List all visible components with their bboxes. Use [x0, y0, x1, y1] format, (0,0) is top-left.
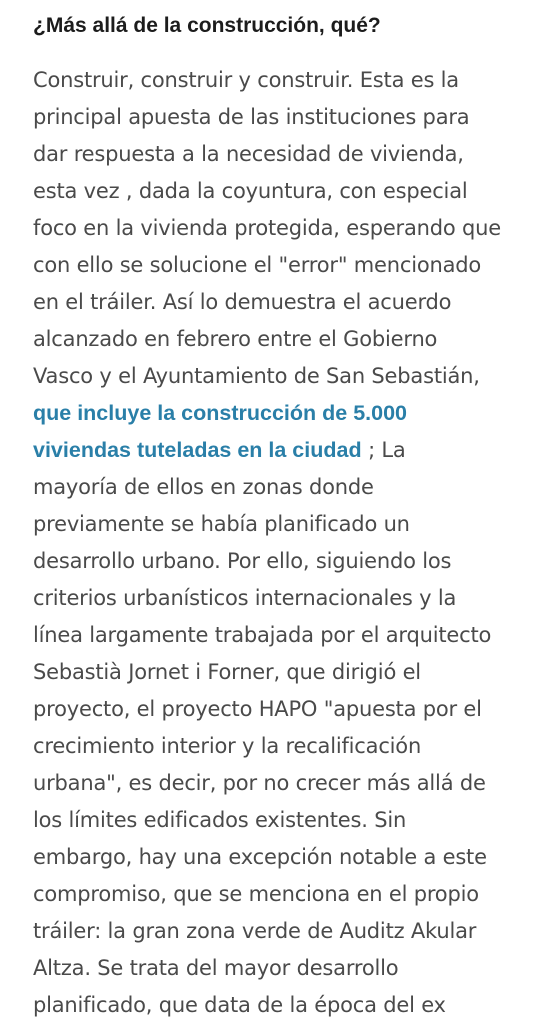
- paragraph-line: Sebastià Jornet i Forner, que dirigió el: [33, 660, 421, 684]
- paragraph-line: línea largamente trabajada por el arquitecto: [33, 623, 492, 647]
- paragraph-line: planificado, que data de la época del ex: [33, 993, 446, 1017]
- paragraph-line: embargo, hay una excepción notable a este: [33, 845, 487, 869]
- paragraph-line: alcanzado en febrero entre el Gobierno: [33, 327, 438, 351]
- paragraph-text: ; La: [361, 438, 406, 462]
- paragraph-line: mayoría de ellos en zonas donde: [33, 475, 374, 499]
- paragraph-line: [33, 395, 528, 432]
- paragraph-line: previamente se había planificado un: [33, 512, 410, 536]
- paragraph-line: urbana", es decir, por no crecer más allá de: [33, 771, 486, 795]
- paragraph-line: Construir, construir y construir. Esta es la: [33, 68, 459, 92]
- paragraph-line: proyecto, el proyecto HAPO "apuesta por el: [33, 697, 482, 721]
- paragraph-line: compromiso, que se menciona en el propio: [33, 882, 479, 906]
- section-heading: ¿Más allá de la construcción, qué?: [33, 14, 381, 37]
- article-paragraph: [33, 62, 528, 1024]
- paragraph-line: criterios urbanísticos internacionales y la: [33, 586, 457, 610]
- paragraph-line: Vasco y el Ayuntamiento de San Sebastián,: [33, 364, 480, 388]
- paragraph-line: desarrollo urbano. Por ello, siguiendo los: [33, 549, 452, 573]
- paragraph-line: crecimiento interior y la recalificación: [33, 734, 422, 758]
- paragraph-line: los límites edificados existentes. Sin: [33, 808, 407, 832]
- paragraph-line: principal apuesta de las instituciones para: [33, 105, 470, 129]
- paragraph-line: esta vez , dada la coyuntura, con especial: [33, 179, 468, 203]
- paragraph-line: [33, 432, 528, 469]
- paragraph-line: Altza. Se trata del mayor desarrollo: [33, 956, 399, 980]
- paragraph-line: foco en la vivienda protegida, esperando que: [33, 216, 501, 240]
- paragraph-line: en el tráiler. Así lo demuestra el acuerdo: [33, 290, 452, 314]
- article-link-part-2[interactable]: viviendas tuteladas en la ciudad: [33, 438, 362, 462]
- paragraph-line: con ello se solucione el "error" mencionado: [33, 253, 482, 277]
- article-link-part-1[interactable]: que incluye la construcción de 5.000: [33, 401, 407, 425]
- paragraph-line: tráiler: la gran zona verde de Auditz Akular: [33, 919, 477, 943]
- paragraph-line: dar respuesta a la necesidad de vivienda,: [33, 142, 464, 166]
